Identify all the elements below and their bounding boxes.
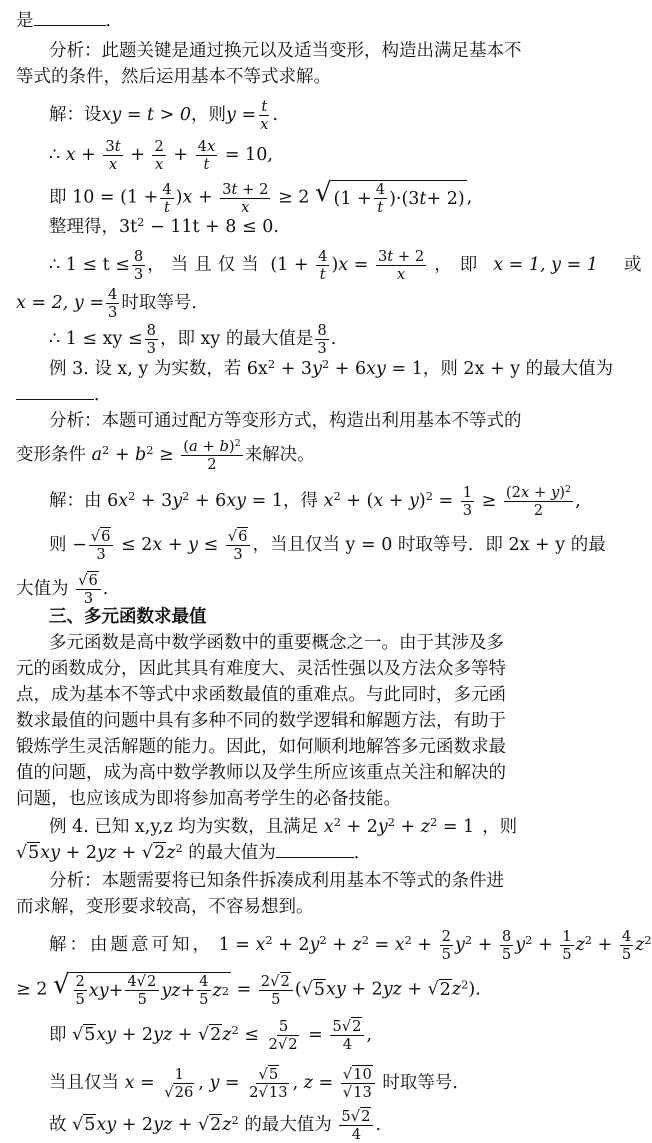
paragraph-line: 元的函数成分，因此其具有难度大、灵活性强以及方法众多等特 [16, 659, 506, 679]
example-3: 例 3. 设 x, y 为实数，若 $6x^2 + 3y^2 + 6xy = 1$，则 2x + y 的最大值为 [49, 356, 614, 379]
example-4: $√5xy + 2yz + √2z^2$ 的最大值为 ． [16, 840, 372, 863]
answer-blank [276, 843, 354, 858]
solution-line: ∴ 1 ≤ xy ≤ $\frac{8}{3}$ ，即 xy 的最大值是 $\frac{8}{3}$ . [49, 322, 337, 357]
line-answer-blank: 是 ． [16, 11, 123, 31]
section-heading: 三、多元函数求最值 [49, 607, 207, 627]
solution-line: 则 − $\frac{√6}{3}$ ≤ 2x + y ≤ $\frac{√6}{3}$ ，当且仅当 y = 0 时取等号．即 2x + y 的最 [49, 528, 606, 563]
paragraph-line: 数求最值的问题中具有多种不同的数学逻辑和解题方法，有助于 [16, 711, 506, 731]
solution-line: 解：由题意可知， $1 = x^2 + 2y^2 + z^2 = x^2$ + $\frac{2}{5}$ $y^2$ + $\frac{8}{5}$ $y^2$ + $\frac{1}{5}$ $z^2$ + $\frac{4}{5}$ $z^2$ [49, 928, 652, 963]
analysis-line: 而求解，变形要求较高，不容易想到。 [16, 897, 314, 917]
paragraph-line: 值的问题，成为高中数学教师以及学生所应该重点关注和解决的 [16, 763, 506, 783]
answer-blank [34, 11, 106, 26]
analysis-line: 等式的条件，然后运用基本不等式求解。 [16, 67, 331, 87]
solution-line: x = 2, y = $\frac{4}{3}$ 时取等号． [16, 286, 209, 321]
solution-line: ∴ 1 ≤ t ≤ $\frac{8}{3}$ ，当且仅当 (1 + $\frac{4}{t}$ )x = $\frac{3t + 2}{x}$ ，即 x = 1, y = 1 或 [49, 248, 642, 283]
solution-line: 大值为 $\frac{√6}{3}$ . [16, 572, 109, 607]
solution-line: 解：由 $6x^2 + 3y^2 + 6xy = 1$，得 $x^2 + (x + y)^2$ = $\frac{1}{3}$ ≥ $\frac{(2x + y)^2}{2}$ , [49, 483, 581, 519]
equation-line: ∴ x + $\frac{3t}{x}$ + $\frac{2}{x}$ + $\frac{4x}{t}$ = 10, [49, 138, 273, 173]
inequality-line: ≥ 2 √ 2 5 xy + 4√2 5 yz + 4 5 z 2 = $\frac{2√2}{5}$ $(√5xy + 2yz + √2z^2)$. [16, 970, 481, 1008]
paragraph-line: 问题，也应该成为即将参加高考学生的必备技能。 [16, 789, 401, 809]
analysis-line: 分析：此题关键是通过换元以及适当变形，构造出满足基本不 [49, 41, 522, 61]
paragraph-line: 多元函数是高中数学函数中的重要概念之一。由于其涉及多 [49, 633, 504, 653]
analysis-line: 分析：本题需要将已知条件拆凑成利用基本不等式的条件进 [49, 871, 504, 891]
inequality-line: 即 10 = (1 + $\frac{4}{t}$ )x + $\frac{3t + 2}{x}$ ≥ 2 √ (1 + 4 t )·(3 t + 2) , [49, 178, 473, 216]
paragraph-line: 锻炼学生灵活解题的能力。因此，如何顺利地解答多元函数求最 [16, 737, 506, 757]
line-answer-blank: ． [16, 384, 112, 406]
paragraph-line: 点，成为基本不等式中求函数最值的重难点。与此同时，多元函 [16, 685, 506, 705]
solution-line: 解：设xy = t > 0，则y = $\frac{t}{x}$ . [49, 98, 278, 133]
example-4: 例 4. 已知 x,y,z 均为实数，且满足 $x^2 + 2y^2 + z^2 = 1$ ，则 [49, 814, 518, 837]
solution-line: 整理得，$3t^2 - 11t + 8 \le 0$. [49, 214, 279, 237]
analysis-line: 分析：本题可通过配方等变形方式，构造出利用基本不等式的 [49, 411, 522, 431]
solution-line: 当且仅当 x = $\frac{1}{√26}$ , y = $\frac{√5}{2√13}$ , z = $\frac{√10}{√13}$ 时取等号． [49, 1066, 470, 1101]
analysis-line: 变形条件 $a^2 + b^2$ ≥ $\frac{(a + b)^2}{2}$ 来解决。 [16, 437, 315, 473]
solution-line: 即 $√5xy + 2yz + √2z^2$ ≤ $\frac{5}{2√2}$ = $\frac{5√2}{4}$ , [49, 1018, 373, 1053]
answer-blank [16, 385, 94, 400]
solution-line: 故 $√5xy + 2yz + √2z^2$ 的最大值为 $\frac{5√2}{4}$ . [49, 1108, 382, 1143]
